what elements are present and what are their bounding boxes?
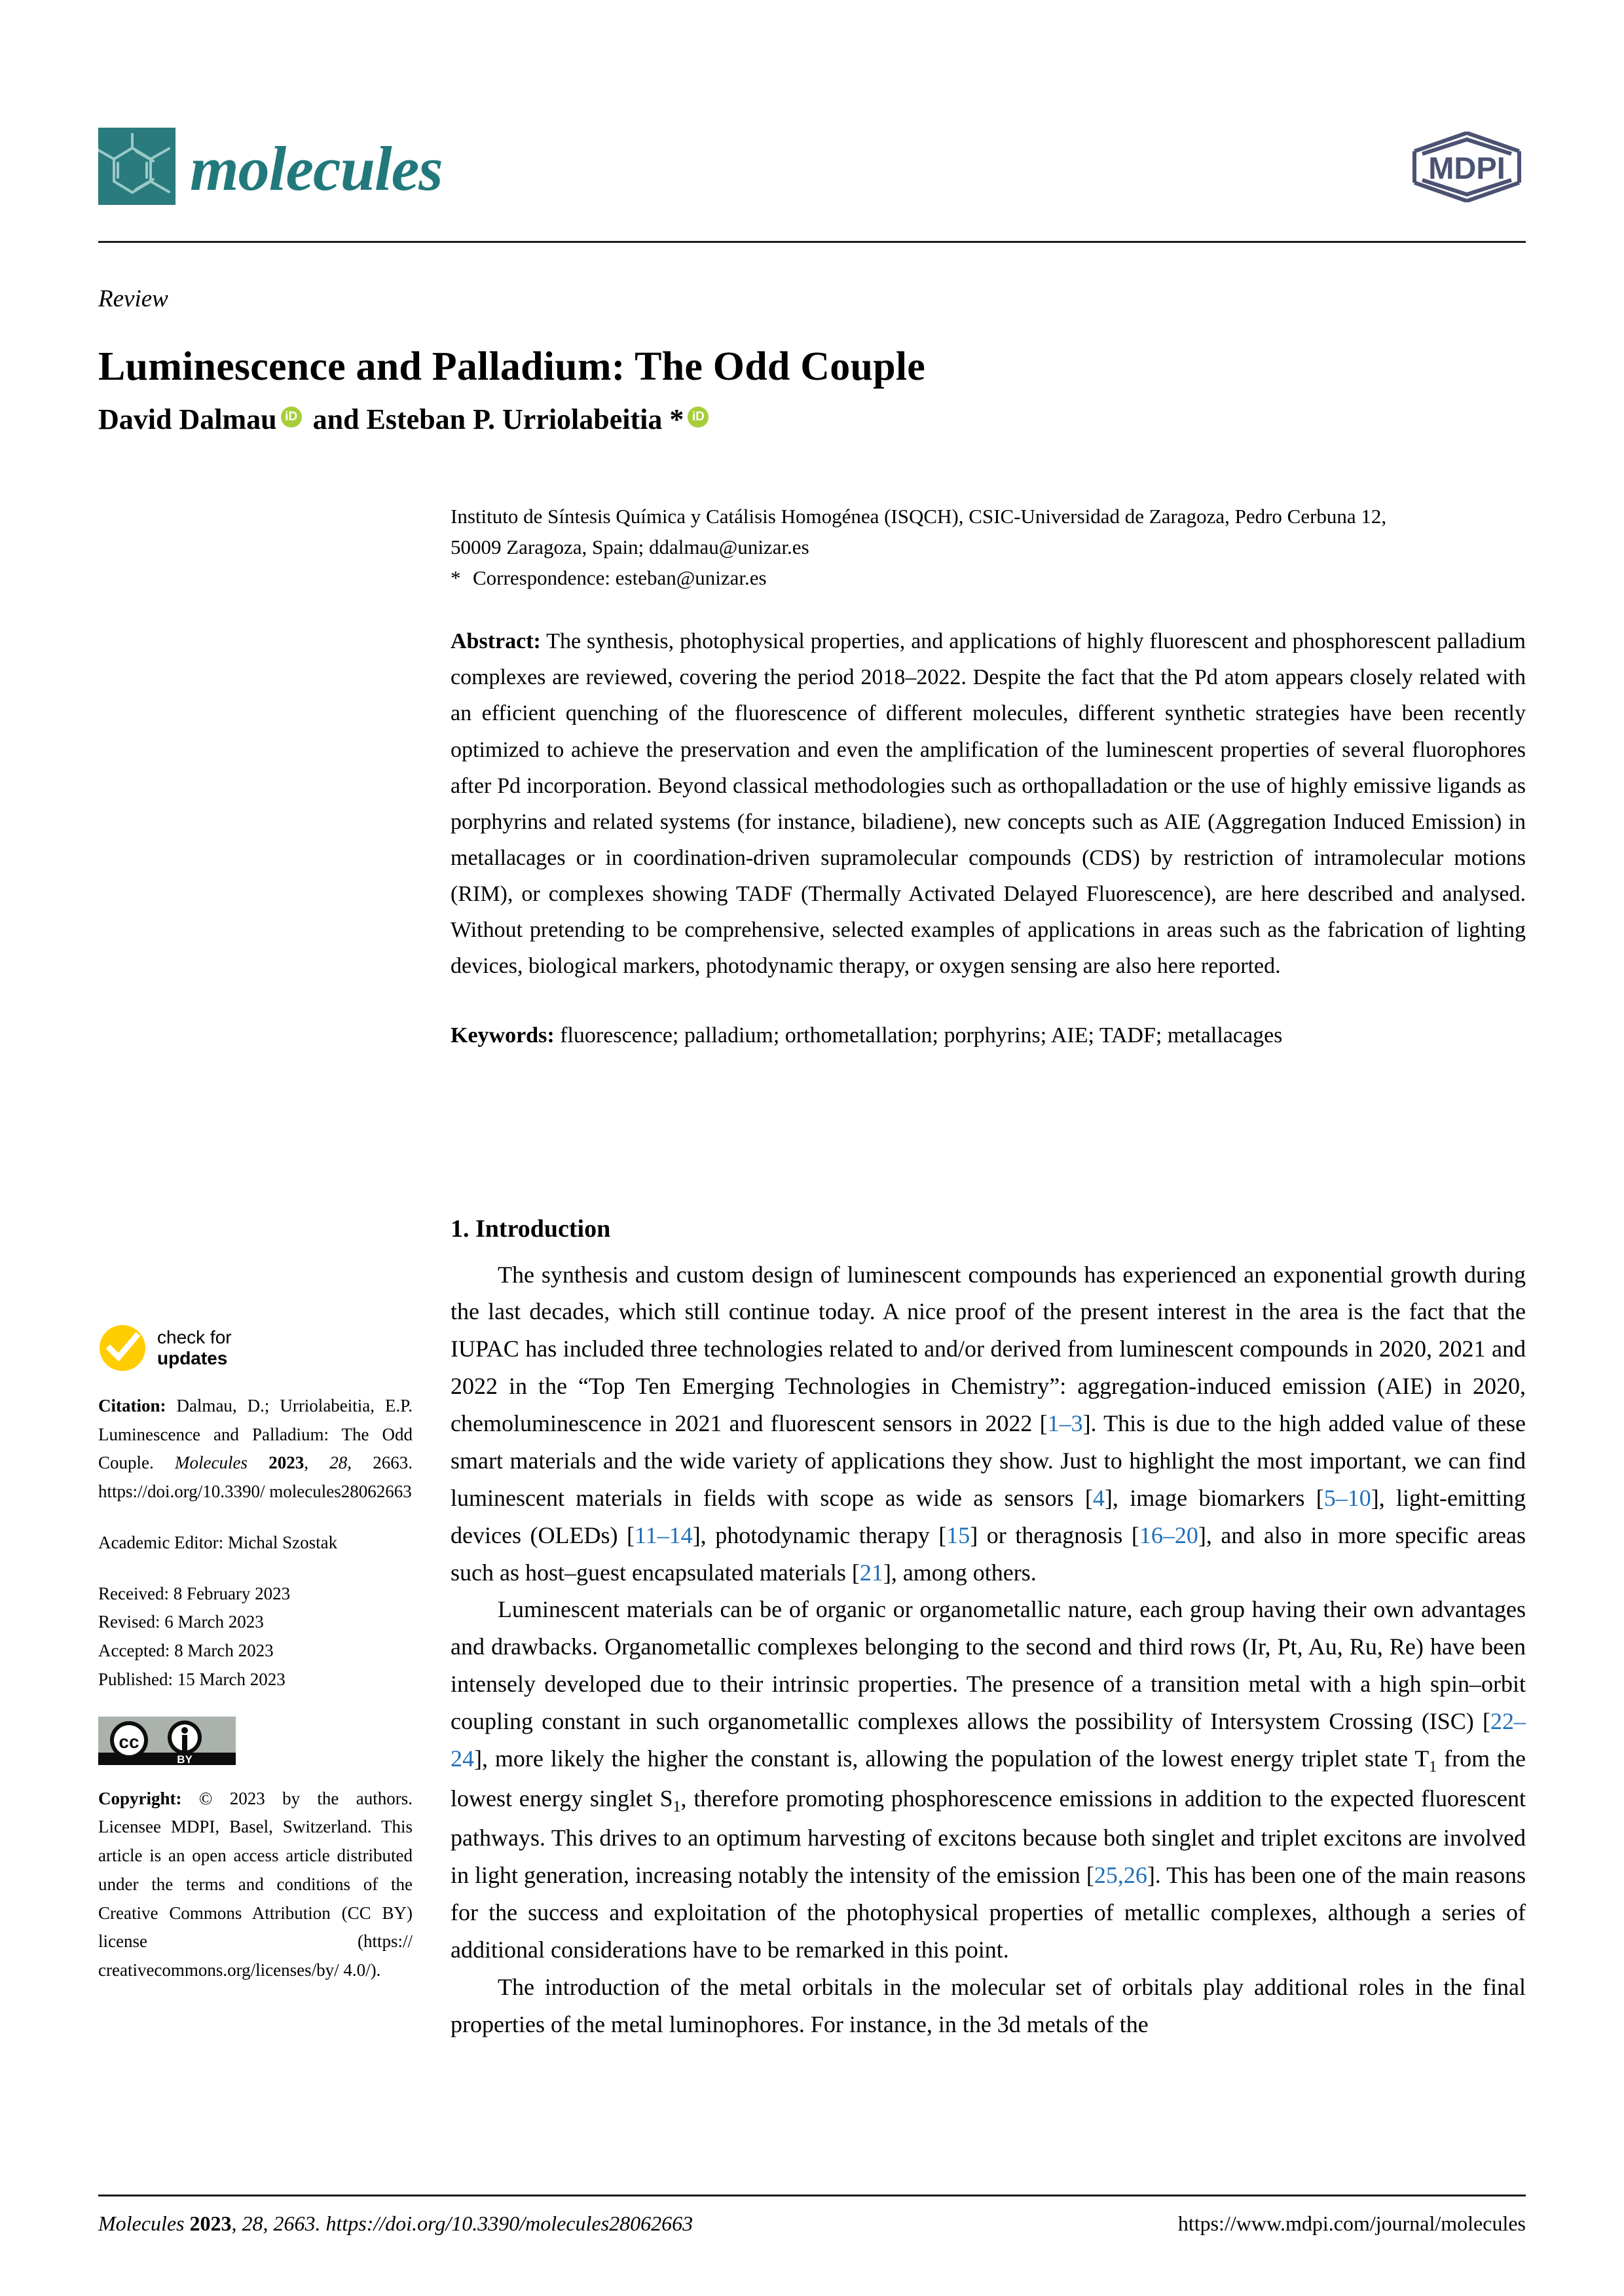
reference-link-16-20[interactable]: 16–20 xyxy=(1139,1522,1198,1548)
p2-part-b: ], more likely the higher the constant is, allowing the population of the lowest energy triplet state T xyxy=(474,1745,1430,1772)
affiliation-line-2: 50009 Zaragoza, Spain; ddalmau@unizar.es xyxy=(451,536,809,559)
check-circle-icon xyxy=(98,1324,147,1372)
subscript-t1: 1 xyxy=(1429,1758,1437,1776)
citation-text-2[interactable]: , 2663. https://doi.org/10.3390/ molecules28062663 xyxy=(98,1453,413,1502)
reference-link-22-24[interactable]: 22–24 xyxy=(451,1708,1526,1772)
journal-logo[interactable] xyxy=(98,128,443,205)
citation-year: 2023 xyxy=(247,1453,304,1473)
correspondence-block xyxy=(451,562,1526,593)
abstract-text: The synthesis, photophysical properties, and applications of highly fluorescent and phosphorescent palladium complexes are reviewed, covering the period 2018–2022. Despite the fact that the Pd atom appears closely related with an efficient quenching of the fluorescence of different molecules, different synthetic strategies have been recently optimized to achieve the preservation and even the amplification of the luminescent properties of several fluorophores after Pd incorporation. Beyond classical methodologies such as orthopalladation or the use of highly emissive ligands as porphyrins and related systems (for instance, biladiene), new concepts such as AIE (Aggregation Induced Emission) in metallacages or in coordination-driven supramolecular compounds (CDS) by restriction of intramolecular motions (RIM), or complexes showing TADF (Thermally Activated Delayed Fluorescence), are here described and analysed. Without pretending to be comprehensive, selected examples of applications in areas such as the fabrication of lighting devices, biological markers, photodynamic therapy, or oxygen sensing are also here reported. xyxy=(451,629,1526,979)
copyright-label: Copyright: xyxy=(98,1788,182,1808)
abstract xyxy=(451,623,1526,984)
affiliation-block xyxy=(451,501,1526,562)
header-divider xyxy=(98,241,1526,243)
page-footer xyxy=(98,2212,1526,2236)
p2-part-e: ]. This has been one of the main reasons for the success and exploitation of the photophysical properties of metallic complexes, although a series of additional considerations have to be remarked in this point. xyxy=(451,1862,1526,1963)
reference-link-15[interactable]: 15 xyxy=(946,1522,970,1548)
citation-volume: , 28 xyxy=(304,1453,348,1473)
cfu-line-1: check for xyxy=(157,1326,232,1347)
paragraph-2 xyxy=(451,1591,1526,1968)
p2-part-a: Luminescent materials can be of organic or organometallic nature, each group having their own advantages and drawbacks. Organometallic complexes belonging to the second and third rows (Ir, Pt, Au, Ru, Re) have been intensely developed due to their intrinsic properties. The presence of a transition metal with a high spin–orbit coupling constant in such organometallic complexes allows the possibility of Intersystem Crossing (ISC) [ xyxy=(451,1596,1526,1735)
p2-part-c: from the lowest energy singlet S xyxy=(451,1745,1526,1812)
cc-by-license-badge[interactable] xyxy=(98,1717,236,1765)
footer-rest: , 28, 2663. https://doi.org/10.3390/molecules28062663 xyxy=(231,2212,693,2235)
page-title: Luminescence and Palladium: The Odd Couple xyxy=(98,344,925,389)
sidebar xyxy=(98,1324,413,2007)
p1-part-f: ] or theragnosis [ xyxy=(970,1522,1139,1548)
footer-journal-url[interactable]: https://www.mdpi.com/journal/molecules xyxy=(1177,2212,1526,2235)
citation-block xyxy=(98,1392,413,1506)
academic-editor: Academic Editor: Michal Szostak xyxy=(98,1532,338,1552)
p1-part-c: ], image biomarkers [ xyxy=(1104,1484,1324,1511)
affiliation-abstract-column xyxy=(451,501,1526,1054)
cfu-line-2: updates xyxy=(157,1348,228,1368)
orcid-icon-1[interactable]: iD xyxy=(281,407,302,428)
publication-dates xyxy=(98,1580,413,1694)
p1-part-d: ], light-emitting devices (OLEDs) [ xyxy=(451,1484,1526,1548)
footer-citation[interactable] xyxy=(98,2212,693,2236)
orcid-icon-2[interactable]: iD xyxy=(688,407,709,428)
citation-label: Citation: xyxy=(98,1396,166,1415)
citation-journal: Molecules xyxy=(175,1453,248,1473)
journal-title: molecules xyxy=(190,134,443,204)
abstract-label: Abstract: xyxy=(451,629,541,654)
date-received: Received: 8 February 2023 xyxy=(98,1583,291,1603)
footer-year: 2023 xyxy=(184,2212,232,2235)
reference-link-1-3[interactable]: 1–3 xyxy=(1047,1410,1083,1437)
subscript-s1: 1 xyxy=(673,1798,681,1815)
citation-text-1: Dalmau, D.; Urriolabeitia, E.P. Luminescence and Palladium: The Odd Couple. xyxy=(98,1396,413,1473)
p1-part-a: The synthesis and custom design of luminescent compounds has experienced an exponential growth during the last decades, which still continue today. A nice proof of the present interest in the area is the fact that the IUPAC has included three technologies related to and/or derived from luminescent compounds in 2020, 2021 and 2022 in the “Top Ten Emerging Technologies in Chemistry”: aggregation-induced emission (AIE) in 2020, chemoluminescence in 2021 and fluorescent sensors in 2022 [ xyxy=(451,1261,1526,1437)
date-accepted: Accepted: 8 March 2023 xyxy=(98,1641,274,1661)
check-for-updates[interactable] xyxy=(98,1324,413,1372)
paragraph-1 xyxy=(451,1256,1526,1592)
correspondence-marker: * xyxy=(451,566,461,590)
keywords xyxy=(451,1018,1526,1053)
keywords-label: Keywords: xyxy=(451,1023,555,1048)
author-connector: and xyxy=(305,403,367,435)
footer-divider xyxy=(98,2195,1526,2196)
introduction-section xyxy=(451,1214,1526,2043)
reference-link-11-14[interactable]: 11–14 xyxy=(635,1522,693,1548)
p1-part-e: ], photodynamic therapy [ xyxy=(692,1522,947,1548)
reference-link-21[interactable]: 21 xyxy=(859,1559,883,1586)
keywords-text: fluorescence; palladium; orthometallation; porphyrins; AIE; TADF; metallacages xyxy=(554,1023,1283,1048)
p1-part-h: ], among others. xyxy=(883,1559,1037,1586)
mdpi-logo[interactable] xyxy=(1408,132,1526,202)
paragraph-3: The introduction of the metal orbitals in the molecular set of orbitals play additional roles in the final properties of the metal luminophores. For instance, in the 3d metals of the xyxy=(451,1973,1526,2037)
p1-part-g: ], and also in more specific areas such as host–guest encapsulated materials [ xyxy=(451,1522,1526,1586)
molecules-hexagon-icon xyxy=(98,128,175,205)
date-published: Published: 15 March 2023 xyxy=(98,1669,286,1689)
check-for-updates-label xyxy=(157,1327,232,1369)
cc-glyph: cc xyxy=(119,1731,139,1752)
article-type: Review xyxy=(98,285,168,312)
copyright-text[interactable]: © 2023 by the authors. Licensee MDPI, Basel, Switzerland. This article is an open access article distributed under the terms and conditions of the Creative Commons Attribution (CC BY) license (https:// creativecommons.org/licenses/by/ 4.0/). xyxy=(98,1788,413,1980)
mdpi-wordmark: MDPI xyxy=(1428,151,1505,185)
by-glyph: BY xyxy=(177,1753,193,1765)
p1-part-b: ]. This is due to the high added value of these smart materials and the wide variety of applications they show. Just to highlight the most important, we can find luminescent materials in fields with scope as wide as sensors [ xyxy=(451,1410,1526,1511)
footer-journal: Molecules xyxy=(98,2212,185,2235)
reference-link-25-26[interactable]: 25,26 xyxy=(1094,1862,1147,1889)
affiliation-line-1: Instituto de Síntesis Química y Catálisis Homogénea (ISQCH), CSIC-Universidad de Zaragoza, Pedro Cerbuna 12, xyxy=(451,505,1387,528)
masthead xyxy=(98,128,1526,236)
copyright-block xyxy=(98,1785,413,1985)
author-list xyxy=(98,403,1473,437)
date-revised: Revised: 6 March 2023 xyxy=(98,1612,264,1632)
reference-link-5-10[interactable]: 5–10 xyxy=(1323,1484,1371,1511)
section-heading-introduction: 1. Introduction xyxy=(451,1215,611,1243)
reference-link-4[interactable]: 4 xyxy=(1092,1484,1105,1511)
correspondence-text: Correspondence: esteban@unizar.es xyxy=(473,566,767,590)
p2-part-d: , therefore promoting phosphorescence emissions in addition to the expected fluorescent pathways. This drives to an optimum harvesting of excitons because both singlet and triplet excitons are involved in light generation, increasing notably the intensity of the emission [ xyxy=(451,1785,1526,1889)
author-name-1[interactable]: David Dalmau xyxy=(98,403,277,435)
author-name-2[interactable]: Esteban P. Urriolabeitia * xyxy=(366,403,684,435)
